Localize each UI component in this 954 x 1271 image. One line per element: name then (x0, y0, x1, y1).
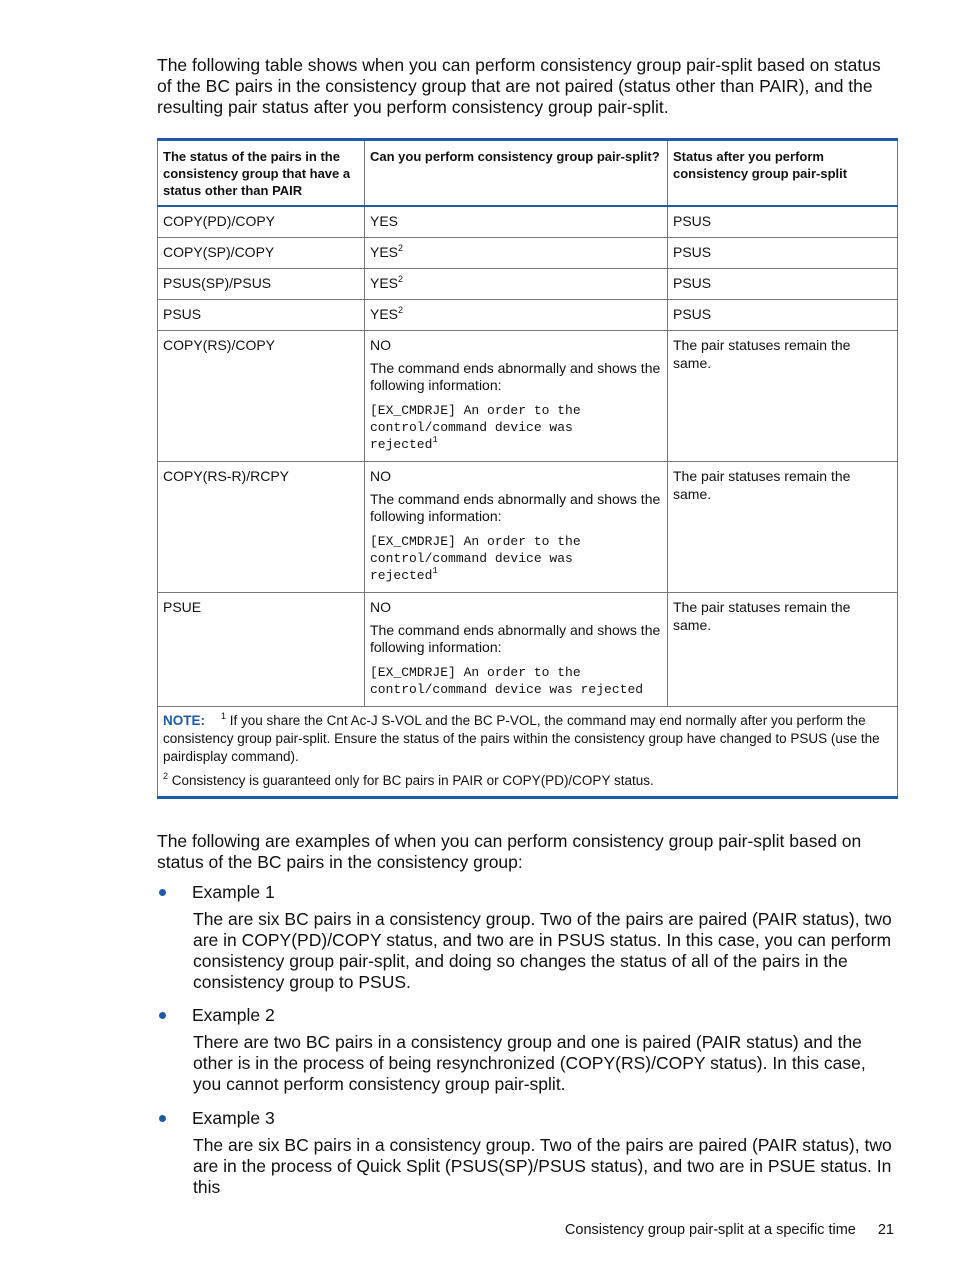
table-row (158, 593, 898, 707)
cell-status: COPY(SP)/COPY (158, 238, 365, 269)
cell-status: PSUE (158, 593, 365, 707)
error-explanation: The command ends abnormally and shows the following information: (370, 360, 661, 393)
example-title: Example 2 (192, 1005, 275, 1025)
cell-can-split (365, 331, 668, 462)
cell-can-split: YES$^2$ (365, 300, 668, 331)
table-row (158, 300, 898, 331)
header-pair-status: The status of the pairs in the consistency group that have a status other than PAIR (158, 140, 365, 207)
cell-after: The pair statuses remain the same. (668, 593, 898, 707)
cell-after: The pair statuses remain the same. (668, 331, 898, 462)
bullet-icon (159, 1012, 166, 1019)
bullet-icon (159, 889, 166, 896)
example-description: The are six BC pairs in a consistency group. Two of the pairs are paired (PAIR status), two are in the process of Quick Split (PSUS(SP)/PSUS status), and two are in PSUE status. In this (193, 1135, 892, 1197)
footnote-ref: 2 (398, 243, 404, 253)
cell-status: COPY(RS-R)/RCPY (158, 462, 365, 593)
note-footnote-2 (163, 772, 892, 790)
header-can-split: Can you perform consistency group pair-split? (365, 140, 668, 207)
footnote-ref: 2 (398, 274, 404, 284)
cell-after: PSUS (668, 269, 898, 300)
table-note (158, 707, 898, 798)
note-footnote-1 (163, 712, 892, 766)
cell-can-split: YES$^2$ (365, 269, 668, 300)
cell-after: The pair statuses remain the same. (668, 462, 898, 593)
cell-status: PSUS (158, 300, 365, 331)
table-row (158, 331, 898, 462)
error-explanation: The command ends abnormally and shows the following information: (370, 491, 661, 524)
cell-status: PSUS(SP)/PSUS (158, 269, 365, 300)
table-row (158, 238, 898, 269)
note-label: NOTE: (163, 713, 205, 728)
footnote-ref: 2 (398, 305, 404, 315)
bullet-icon (159, 1115, 166, 1122)
example-title: Example 3 (192, 1108, 275, 1128)
cell-after: PSUS (668, 206, 898, 238)
answer-text: NO (370, 337, 391, 353)
cell-can-split: YES (365, 206, 668, 238)
error-message-code: [EX_CMDRJE] An order to the control/command device was rejected$^1$ (370, 534, 581, 583)
list-item (157, 1108, 275, 1129)
note-text-2: Consistency is guaranteed only for BC pairs in PAIR or COPY(PD)/COPY status. (171, 773, 654, 788)
cell-can-split (365, 593, 668, 707)
table-note-row (158, 707, 898, 798)
footnote-ref: 1 (432, 435, 438, 445)
cell-can-split: YES$^2$ (365, 238, 668, 269)
error-message-code: [EX_CMDRJE] An order to the control/command device was rejected (370, 665, 644, 697)
page-number: 21 (877, 1222, 894, 1238)
table-row (158, 462, 898, 593)
error-explanation: The command ends abnormally and shows the following information: (370, 622, 661, 655)
cell-after: PSUS (668, 300, 898, 331)
page-footer (560, 1222, 894, 1238)
footer-section-title: Consistency group pair-split at a specific time (564, 1222, 856, 1238)
table-row (158, 206, 898, 238)
example-description: There are two BC pairs in a consistency group and one is paired (PAIR status) and the other is in the process of being resynchronized (COPY(RS)/COPY status). In this case, you cannot perform consistency group pair-split. (193, 1032, 866, 1094)
footnote-ref: 1 (432, 566, 438, 576)
table-header-row (158, 140, 898, 207)
answer-text: NO (370, 599, 391, 615)
cell-status: COPY(RS)/COPY (158, 331, 365, 462)
pair-split-status-table (157, 138, 898, 799)
answer-text: NO (370, 468, 391, 484)
list-item (157, 1005, 275, 1026)
table-row (158, 269, 898, 300)
example-title: Example 1 (192, 882, 275, 902)
footnote-marker: 2 (163, 771, 169, 781)
intro-paragraph: The following table shows when you can perform consistency group pair-split based on status of the BC pairs in the consistency group that are not paired (status other than PAIR), and the resulting pair status after you perform consistency group pair-split. (157, 55, 881, 117)
header-status-after: Status after you perform consistency group pair-split (668, 140, 898, 207)
list-item (157, 882, 275, 903)
examples-intro: The following are examples of when you can perform consistency group pair-split based on status of the BC pairs in the consistency group: (157, 831, 862, 872)
cell-status: COPY(PD)/COPY (158, 206, 365, 238)
note-text-1: If you share the Cnt Ac-J S-VOL and the BC P-VOL, the command may end normally after you perform the consistency group pair-split. Ensure the status of the pairs within the consistency group have changed to PSUS (use the pairdisplay command). (163, 713, 880, 764)
error-message-code: [EX_CMDRJE] An order to the control/command device was rejected$^1$ (370, 403, 581, 452)
cell-can-split (365, 462, 668, 593)
cell-after: PSUS (668, 238, 898, 269)
example-description: The are six BC pairs in a consistency group. Two of the pairs are paired (PAIR status), two are in COPY(PD)/COPY status, and two are in PSUS status. In this case, you can perform consistency group pair-split, and doing so changes the status of all of the pairs in the consistency group to PSUS. (193, 909, 892, 992)
footnote-marker: 1 (221, 711, 227, 721)
